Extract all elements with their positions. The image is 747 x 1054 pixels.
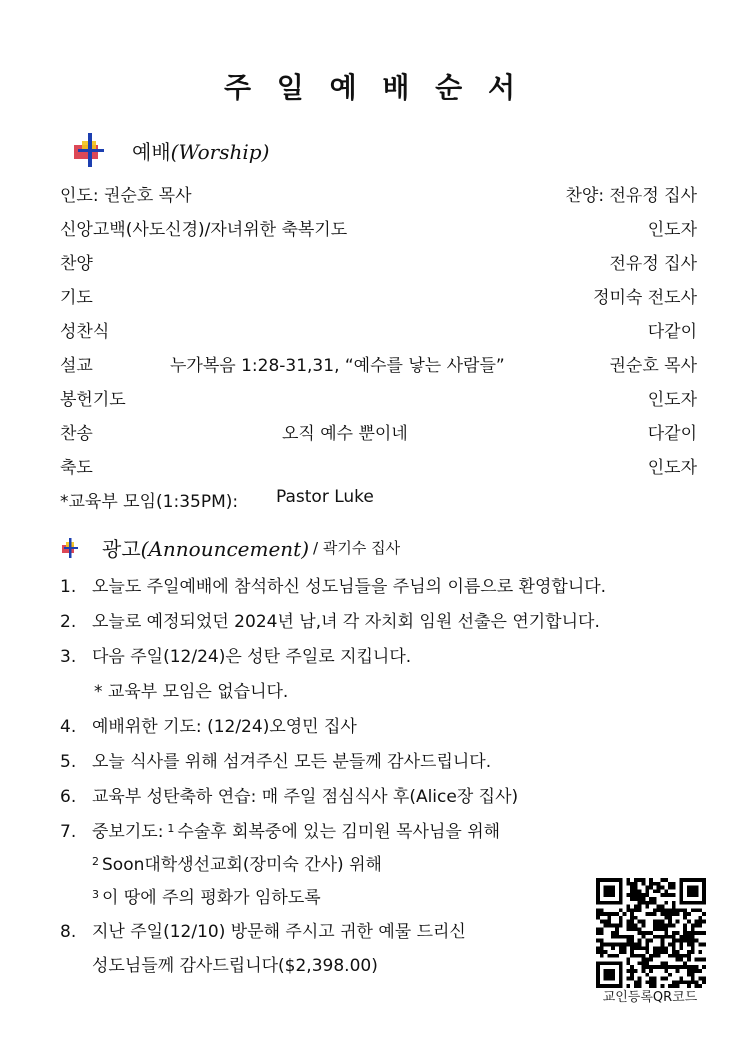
row-left: 기도 (60, 288, 93, 308)
worship-row (60, 487, 697, 517)
announcement-heading (60, 533, 400, 562)
row-left: 봉헌기도 (60, 390, 126, 410)
worship-row (60, 453, 697, 483)
announcement-subitem: $^3$ 이 땅에 주의 평화가 임하도록 (92, 888, 321, 908)
announcement-subitem: 성도님들께 감사드립니다($2,398.00) (92, 956, 378, 976)
announcement-item: 3. 다음 주일(12/24)은 성탄 주일로 지킵니다. (60, 647, 412, 667)
qr-label: 교인등록QR코드 (602, 990, 698, 1005)
row-left: 성찬식 (60, 322, 110, 342)
worship-row (60, 249, 697, 279)
worship-row (60, 317, 697, 347)
row-center: 오직 예수 뿐이네 (282, 424, 408, 444)
announcement-heading-label: 광고 (102, 537, 141, 561)
cross-icon (70, 133, 114, 167)
announcement-presenter: / 곽기수 집사 (313, 539, 401, 557)
worship-heading-label: 예배 (132, 139, 171, 164)
row-right: 전유정 집사 (609, 254, 697, 274)
row-left: 축도 (60, 458, 93, 478)
announcement-item: 1. 오늘도 주일예배에 참석하신 성도님들을 주님의 이름으로 환영합니다. (60, 577, 607, 597)
worship-row (60, 419, 697, 449)
row-right: 권순호 목사 (609, 356, 697, 376)
announcement-subitem: * 교육부 모임은 없습니다. (94, 682, 289, 702)
announcement-item: 6. 교육부 성탄축하 연습: 매 주일 점심식사 후(Alice장 집사) (60, 787, 519, 807)
qr-code[interactable] (596, 878, 706, 988)
row-right: 인도자 (647, 458, 697, 478)
row-right: 찬양: 전유정 집사 (565, 186, 697, 206)
row-center: 누가복음 1:28-31,31, “예수를 낳는 사람들” (170, 356, 505, 376)
worship-heading (70, 133, 269, 167)
worship-heading-en: (Worship) (170, 139, 270, 164)
row-left: 찬송 (60, 424, 93, 444)
announcement-item: 2. 오늘로 예정되었던 2024년 남,녀 각 자치회 임원 선출은 연기합니다. (60, 612, 600, 632)
worship-row (60, 215, 697, 245)
announcement-heading-en: (Announcement) (140, 537, 310, 561)
row-left: *교육부 모임(1:35PM): (60, 492, 239, 512)
row-left: 찬양 (60, 254, 93, 274)
row-left: 인도: 권순호 목사 (60, 186, 192, 206)
announcement-item: 7. 중보기도: $^1$ 수술후 회복중에 있는 김미원 목사님을 위해 (60, 822, 501, 842)
worship-row (60, 181, 697, 211)
row-right: 정미숙 전도사 (593, 288, 697, 308)
row-left: 설교 (60, 356, 93, 376)
row-right: 다같이 (647, 424, 697, 444)
row-right: 다같이 (647, 322, 697, 342)
row-left: 신앙고백(사도신경)/자녀위한 축복기도 (60, 220, 348, 240)
announcement-item: 5. 오늘 식사를 위해 섬겨주신 모든 분들께 감사드립니다. (60, 752, 492, 772)
worship-row (60, 283, 697, 313)
announcement-item: 4. 예배위한 기도: (12/24)오영민 집사 (60, 717, 357, 737)
announcement-item: 8. 지난 주일(12/10) 방문해 주시고 귀한 예물 드리신 (60, 922, 466, 942)
row-right: 인도자 (647, 220, 697, 240)
row-right: 인도자 (647, 390, 697, 410)
worship-row (60, 351, 697, 381)
worship-row (60, 385, 697, 415)
cross-icon (60, 538, 82, 558)
row-center: Pastor Luke (276, 487, 374, 507)
page-title: 주 일 예 배 순 서 (223, 71, 524, 104)
announcement-subitem: $^2$ Soon대학생선교회(장미숙 간사) 위해 (92, 855, 382, 875)
